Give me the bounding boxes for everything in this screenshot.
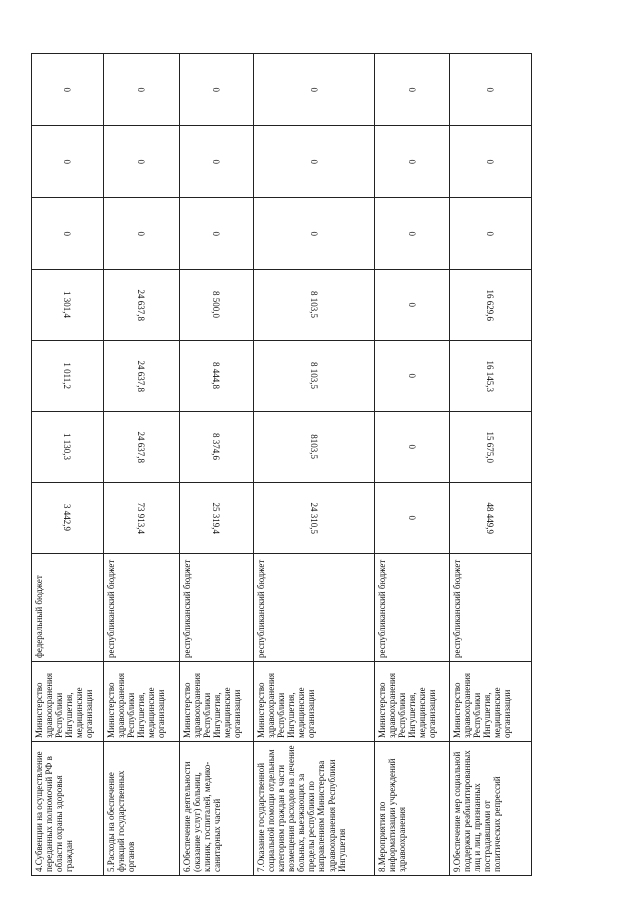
value-cell: 0 xyxy=(254,126,375,198)
value-cell: 0 xyxy=(180,198,254,270)
value-cell: 0 xyxy=(32,54,104,126)
value-cell: 24 637,8 xyxy=(104,341,180,412)
source-cell: республиканский бюджет xyxy=(104,554,180,662)
value-cell: 0 xyxy=(375,54,450,126)
value-cell: 0 xyxy=(32,198,104,270)
value-cell: 8 103,5 xyxy=(254,341,375,412)
value-cell: 0 xyxy=(104,198,180,270)
value-cell: 8 500,0 xyxy=(180,270,254,341)
table-row xyxy=(450,54,532,876)
event-cell: 9.Обеспечение мер социальной поддержки реабилитированных лиц и лиц, признанных пострадавшими от политических репрессий xyxy=(450,742,532,876)
source-cell: республиканский бюджет xyxy=(375,554,450,662)
value-cell: 0 xyxy=(375,270,450,341)
value-cell: 1 301,4 xyxy=(32,270,104,341)
value-cell: 8 374,6 xyxy=(180,412,254,483)
table-row xyxy=(375,54,450,876)
value-cell: 0 xyxy=(375,412,450,483)
table-row xyxy=(254,54,375,876)
table-row xyxy=(32,54,104,876)
value-cell: 48 449,9 xyxy=(450,483,532,554)
value-cell: 8 444,8 xyxy=(180,341,254,412)
value-cell: 0 xyxy=(180,126,254,198)
executor-cell: Министерство здравоохранения Республики Ингушетия, медицинские организации xyxy=(180,662,254,742)
table-row xyxy=(180,54,254,876)
value-cell: 1 011,2 xyxy=(32,341,104,412)
value-cell: 8103,5 xyxy=(254,412,375,483)
value-cell: 0 xyxy=(450,126,532,198)
value-cell: 0 xyxy=(450,54,532,126)
event-cell: 5.Расходы на обеспечение функций государственных органов xyxy=(104,742,180,876)
executor-cell: Министерство здравоохранения Республики Ингушетия, медицинские организации xyxy=(104,662,180,742)
value-cell: 73 913,4 xyxy=(104,483,180,554)
event-cell: 8.Мероприятия по информатизации учреждений здравоохранения xyxy=(375,742,450,876)
value-cell: 24 310,5 xyxy=(254,483,375,554)
table-row xyxy=(104,54,180,876)
source-cell: республиканский бюджет xyxy=(180,554,254,662)
value-cell: 0 xyxy=(254,54,375,126)
rotated-page xyxy=(31,54,531,876)
value-cell: 0 xyxy=(254,198,375,270)
value-cell: 15 675,0 xyxy=(450,412,532,483)
executor-cell: Министерство здравоохранения Республики Ингушетия, медицинские организации xyxy=(254,662,375,742)
value-cell: 0 xyxy=(450,198,532,270)
value-cell: 0 xyxy=(375,483,450,554)
value-cell: 0 xyxy=(32,126,104,198)
budget-table xyxy=(31,53,532,876)
event-cell: 4.Субвенции на осуществление переданных полномочий РФ в области охраны здоровья граждан xyxy=(32,742,104,876)
value-cell: 24 637,8 xyxy=(104,412,180,483)
executor-cell: Министерство здравоохранения Республики Ингушетия, медицинские организации xyxy=(32,662,104,742)
value-cell: 0 xyxy=(104,126,180,198)
value-cell: 0 xyxy=(180,54,254,126)
value-cell: 0 xyxy=(375,126,450,198)
source-cell: федеральный бюджет xyxy=(32,554,104,662)
value-cell: 1 130,3 xyxy=(32,412,104,483)
event-cell: 6.Обеспечение деятельности (оказание услуг) больниц, клиник, госпиталей, медико-санитарных частей xyxy=(180,742,254,876)
value-cell: 0 xyxy=(375,198,450,270)
table-body xyxy=(32,54,532,876)
event-cell: 7.Оказание государственной социальной помощи отдельным категориям граждан в части возмещения расходов на лечение больных, выезжающих за пределы республики по направлениям Министерства здравоохранения Республики Ингушетия xyxy=(254,742,375,876)
value-cell: 8 103,5 xyxy=(254,270,375,341)
source-cell: республиканский бюджет xyxy=(450,554,532,662)
value-cell: 3 442,9 xyxy=(32,483,104,554)
value-cell: 0 xyxy=(104,54,180,126)
value-cell: 25 319,4 xyxy=(180,483,254,554)
value-cell: 24 637,8 xyxy=(104,270,180,341)
source-cell: республиканский бюджет xyxy=(254,554,375,662)
value-cell: 16 145,3 xyxy=(450,341,532,412)
executor-cell: Министерство здравоохранения Республики Ингушетия, медицинские организации xyxy=(450,662,532,742)
value-cell: 16 629,6 xyxy=(450,270,532,341)
value-cell: 0 xyxy=(375,341,450,412)
executor-cell: Министерство здравоохранения Республики Ингушетия, медицинские организации xyxy=(375,662,450,742)
